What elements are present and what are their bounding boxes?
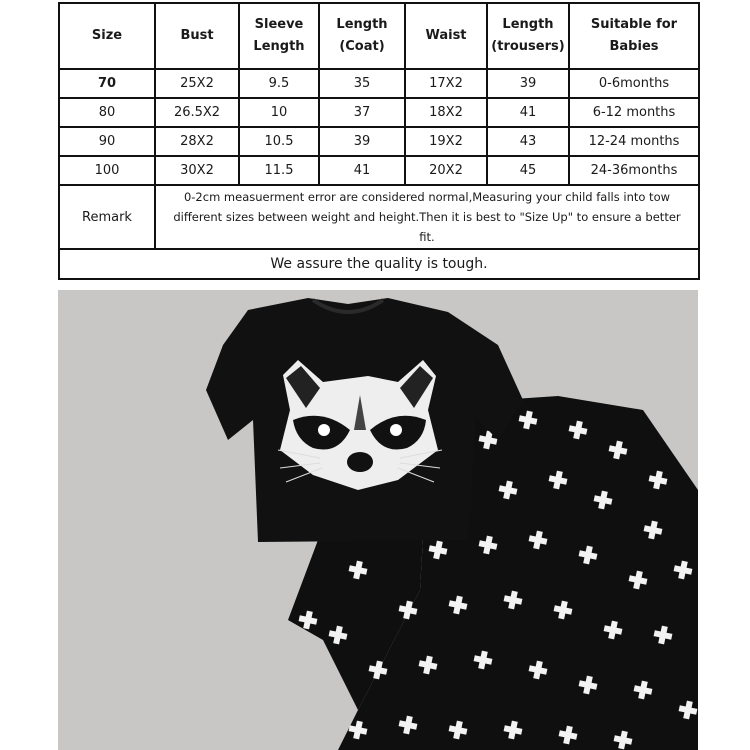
cell-length-coat: 41 xyxy=(319,156,405,185)
remark-text: 0-2cm measuerment error are considered normal,Measuring your child falls into tow different sizes between weight and height.Then it is best to "Size Up" to ensure a better fit. xyxy=(155,185,699,249)
cell-sleeve-length: 9.5 xyxy=(239,69,319,98)
cell-size: 70 xyxy=(59,69,155,98)
table-row xyxy=(59,69,699,98)
cell-size: 80 xyxy=(59,98,155,127)
table-header-row xyxy=(59,3,699,69)
cell-length-trousers: 43 xyxy=(487,127,569,156)
cell-waist: 17X2 xyxy=(405,69,487,98)
quality-assurance-text: We assure the quality is tough. xyxy=(59,249,699,279)
header-length-coat-text: Length (Coat) xyxy=(336,17,388,54)
table-row xyxy=(59,127,699,156)
cell-length-coat: 35 xyxy=(319,69,405,98)
header-sleeve-length-text: Sleeve Length xyxy=(253,17,305,54)
table-row xyxy=(59,156,699,185)
footer-row xyxy=(59,249,699,279)
cell-sleeve-length: 10.5 xyxy=(239,127,319,156)
cell-bust: 30X2 xyxy=(155,156,239,185)
cell-waist: 18X2 xyxy=(405,98,487,127)
cell-bust: 25X2 xyxy=(155,69,239,98)
cell-babies-age: 24-36months xyxy=(569,156,699,185)
cell-babies-age: 12-24 months xyxy=(569,127,699,156)
header-waist: Waist xyxy=(405,3,487,69)
cell-length-trousers: 41 xyxy=(487,98,569,127)
cell-size: 90 xyxy=(59,127,155,156)
cell-babies-age: 0-6months xyxy=(569,69,699,98)
cell-length-trousers: 39 xyxy=(487,69,569,98)
header-sleeve-length xyxy=(239,3,319,69)
header-length-trousers-text: Length (trousers) xyxy=(491,17,565,54)
cell-size: 100 xyxy=(59,156,155,185)
cell-length-coat: 39 xyxy=(319,127,405,156)
remark-row xyxy=(59,185,699,249)
header-length-coat xyxy=(319,3,405,69)
cell-babies-age: 6-12 months xyxy=(569,98,699,127)
header-suitable-for-babies xyxy=(569,3,699,69)
header-suitable-for-babies-text: Suitable for Babies xyxy=(590,17,678,54)
header-length-trousers xyxy=(487,3,569,69)
cell-sleeve-length: 10 xyxy=(239,98,319,127)
cell-waist: 20X2 xyxy=(405,156,487,185)
cell-bust: 26.5X2 xyxy=(155,98,239,127)
cell-length-trousers: 45 xyxy=(487,156,569,185)
size-chart-table xyxy=(58,2,700,280)
product-photo xyxy=(58,290,698,750)
cell-length-coat: 37 xyxy=(319,98,405,127)
header-size: Size xyxy=(59,3,155,69)
cell-sleeve-length: 11.5 xyxy=(239,156,319,185)
table-row xyxy=(59,98,699,127)
cell-waist: 19X2 xyxy=(405,127,487,156)
cell-bust: 28X2 xyxy=(155,127,239,156)
outfit-illustration xyxy=(58,290,698,750)
header-bust: Bust xyxy=(155,3,239,69)
remark-label: Remark xyxy=(59,185,155,249)
